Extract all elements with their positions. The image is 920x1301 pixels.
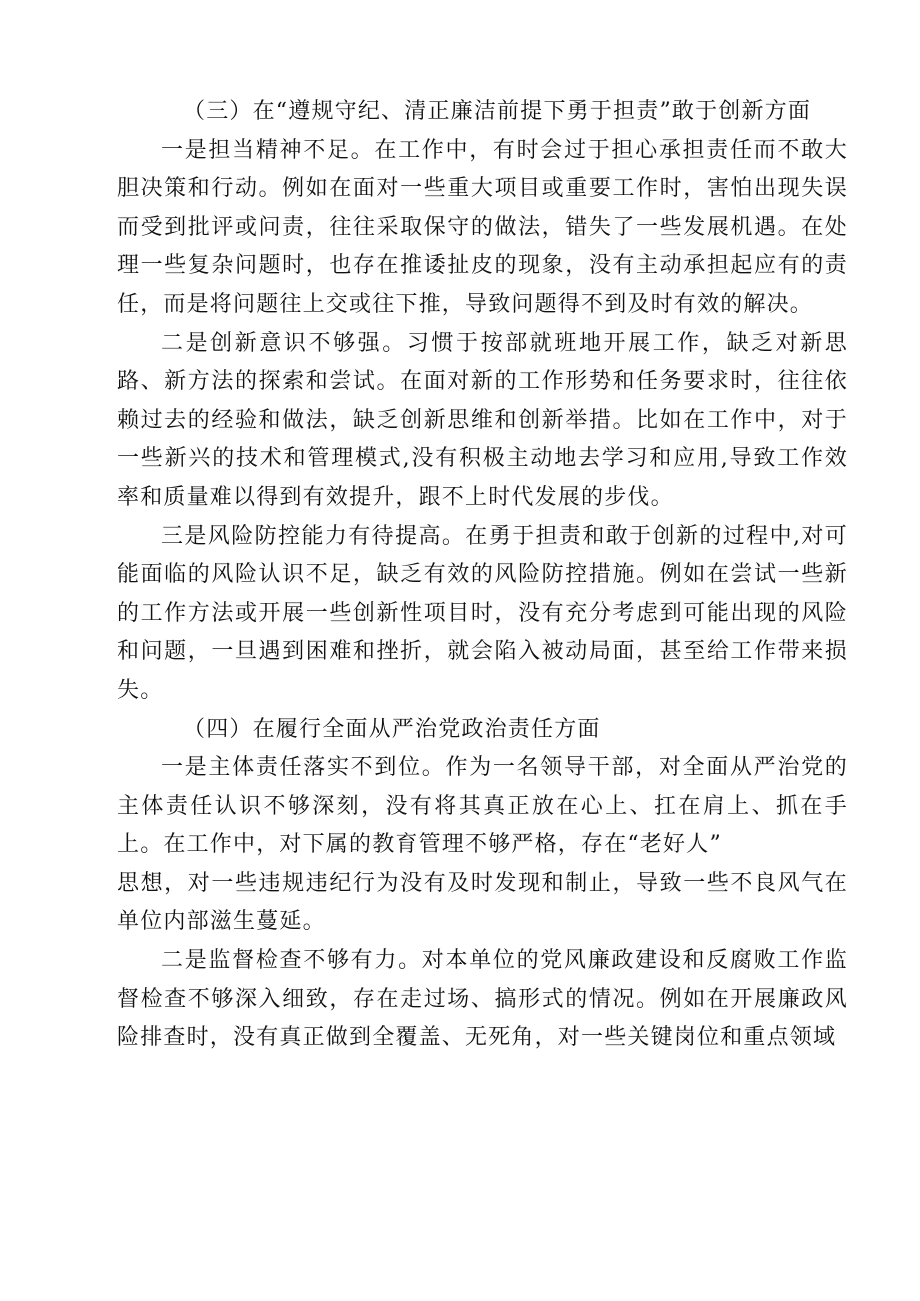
section-4-paragraph-2: 二是监督检查不够有力。对本单位的党风廉政建设和反腐败工作监督检查不够深入细致，存在走过场、搞形式的情况。例如在开展廉政风险排查时，没有真正做到全覆盖、无死角，对一些关键岗位和重点领域 [117,948,848,1051]
section-4-paragraph-1 [117,749,848,942]
section-3-paragraph-3: 三是风险防控能力有待提高。在勇于担责和敢于创新的过程中,对可能面临的风险认识不足，缺乏有效的风险防控措施。例如在尝试一些新的工作方法或开展一些创新性项目时，没有充分考虑到可能出现的风险和问题，一旦遇到困难和挫折，就会陷入被动局面，甚至给工作带来损失。 [117,523,848,703]
section-4-paragraph-1-part-b: 思想，对一些违规违纪行为没有及时发现和制止，导致一些不良风气在单位内部滋生蔓延。 [117,870,848,935]
section-4-heading: （四）在履行全面从严治党政治责任方面 [183,716,601,742]
section-3-paragraph-2: 二是创新意识不够强。习惯于按部就班地开展工作，缺乏对新思路、新方法的探索和尝试。在面对新的工作形势和任务要求时，往往依赖过去的经验和做法，缺乏创新思维和创新举措。比如在工作中，对于一些新兴的技术和管理模式,没有积极主动地去学习和应用,导致工作效率和质量难以得到有效提升，跟不上时代发展的步伐。 [117,330,848,510]
section-3-paragraph-1: 一是担当精神不足。在工作中，有时会过于担心承担责任而不敢大胆决策和行动。例如在面对一些重大项目或重要工作时，害怕出现失误而受到批评或问责，往往采取保守的做法，错失了一些发展机遇。在处理一些复杂问题时，也存在推诿扯皮的现象，没有主动承担起应有的责任，而是将问题往上交或往下推，导致问题得不到及时有效的解决。 [117,137,848,317]
section-3-heading: （三）在“遵规守纪、清正廉洁前提下勇于担责”敢于创新方面 [183,99,812,124]
section-4-paragraph-1-part-a: 一是主体责任落实不到位。作为一名领导干部，对全面从严治党的主体责任认识不够深刻，没有将其真正放在心上、扛在肩上、抓在手上。在工作中，对下属的教育管理不够严格，存在“老好人” [117,755,848,858]
